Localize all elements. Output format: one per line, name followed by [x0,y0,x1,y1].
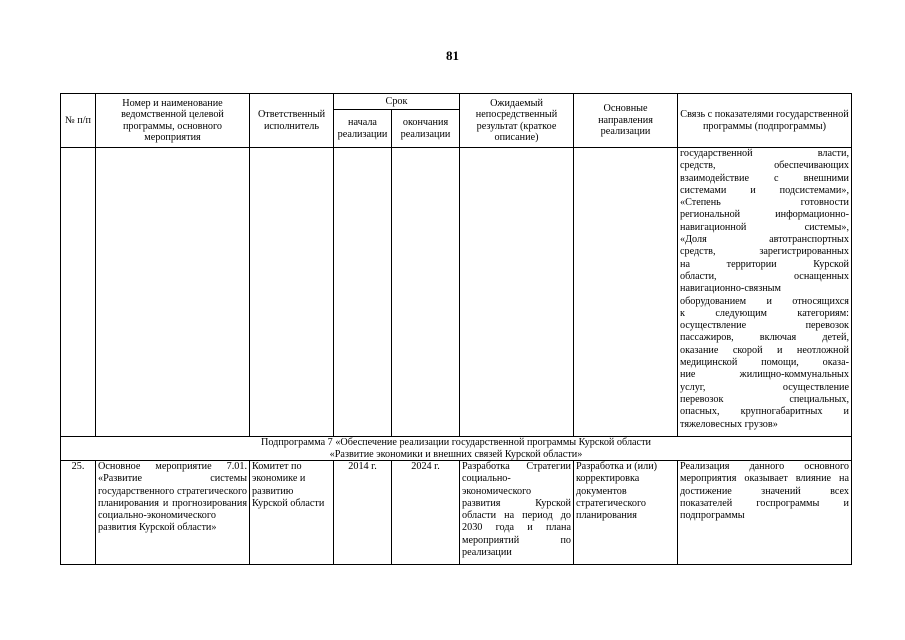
continuation-row [61,148,852,437]
cont-start-cell [334,148,392,437]
cont-num-cell [61,148,96,437]
subprogram-title [61,437,852,461]
subprogram-line-1: Подпрограмма 7 «Обеспечение реализации государственной программы Курской области [261,437,651,448]
header-result: Ожидаемый непосредственный результат (краткое описание) [460,94,574,148]
row-number: 25. [61,461,96,565]
cont-line: навигационно-связным [680,283,781,295]
table-row [61,461,852,565]
cont-line: опасных, крупногабаритных и [680,406,849,418]
cont-line: перевозок специальных, [680,393,849,405]
cont-line: тяжеловесных грузов» [680,418,778,430]
header-start: начала реализации [334,110,392,148]
row-end: 2024 г. [392,461,460,565]
header-link: Связь с показателями государственной программы (подпрограммы) [678,94,852,148]
cont-line: пассажиров, включая детей, [680,332,849,344]
page-number: 81 [446,48,459,63]
cont-line: оборудованием и относящихся [680,295,849,307]
cont-line: «Степень готовности [680,197,849,209]
cont-dir-cell [574,148,678,437]
program-table [60,93,852,565]
row-start: 2014 г. [334,461,392,565]
cont-line: оказание скорой и неотложной [680,344,849,356]
cont-result-cell [460,148,574,437]
cont-line: региональной информационно- [680,209,849,221]
row-indicator-link: Реализация данного основного мероприятия оказывает влияние на достижение значений всех показателей госпрограммы и подпрограммы [678,461,852,565]
cont-line: взаимодействие с внешними [680,172,849,184]
cont-line: навигационной системы», [680,221,849,233]
cont-line: средств, зарегистрированных [680,246,849,258]
header-end: окончания реализации [392,110,460,148]
cont-line: ние жилищно-коммунальных [680,369,849,381]
cont-name-cell [96,148,250,437]
cont-line: средств, обеспечивающих [680,160,849,172]
cont-line: «Доля автотранспортных [680,234,849,246]
row-executor: Комитет по экономике и развитию Курской области [250,461,334,565]
cont-exec-cell [250,148,334,437]
cont-line: медицинской помощи, оказа- [680,357,849,369]
cont-line: системами и подсистемами», [680,184,849,196]
header-row-1 [61,94,852,110]
header-directions: Основные направления реализации [574,94,678,148]
cont-line: к следующим категориям: [680,307,849,319]
row-result: Разработка Стратегии социально-экономического развития Курской области на период до 2030 года и плана мероприятий по реализации [460,461,574,565]
header-executor: Ответственный исполнитель [250,94,334,148]
row-directions: Разработка и (или) корректировка документов стратегического планирования [574,461,678,565]
cont-line: осуществление перевозок [680,320,849,332]
cont-end-cell [392,148,460,437]
cont-line: государственной власти, [680,148,849,159]
cont-line: услуг, осуществление [680,381,849,393]
subprogram-line-2: «Развитие экономики и внешних связей Курской области» [329,448,583,460]
cont-line: области, оснащенных [680,270,849,282]
subprogram-row [61,437,852,461]
header-num: № п/п [61,94,96,148]
header-term: Срок [334,94,460,110]
header-name: Номер и наименование ведомственной целевой программы, основного мероприятия [96,94,250,148]
row-measure-name: Основное мероприятие 7.01. «Развитие системы государственного стратегического планирования и прогнозирования социально-экономического развития Курской области» [96,461,250,565]
cont-line: на территории Курской [680,258,849,270]
cont-link-cell [678,148,852,437]
